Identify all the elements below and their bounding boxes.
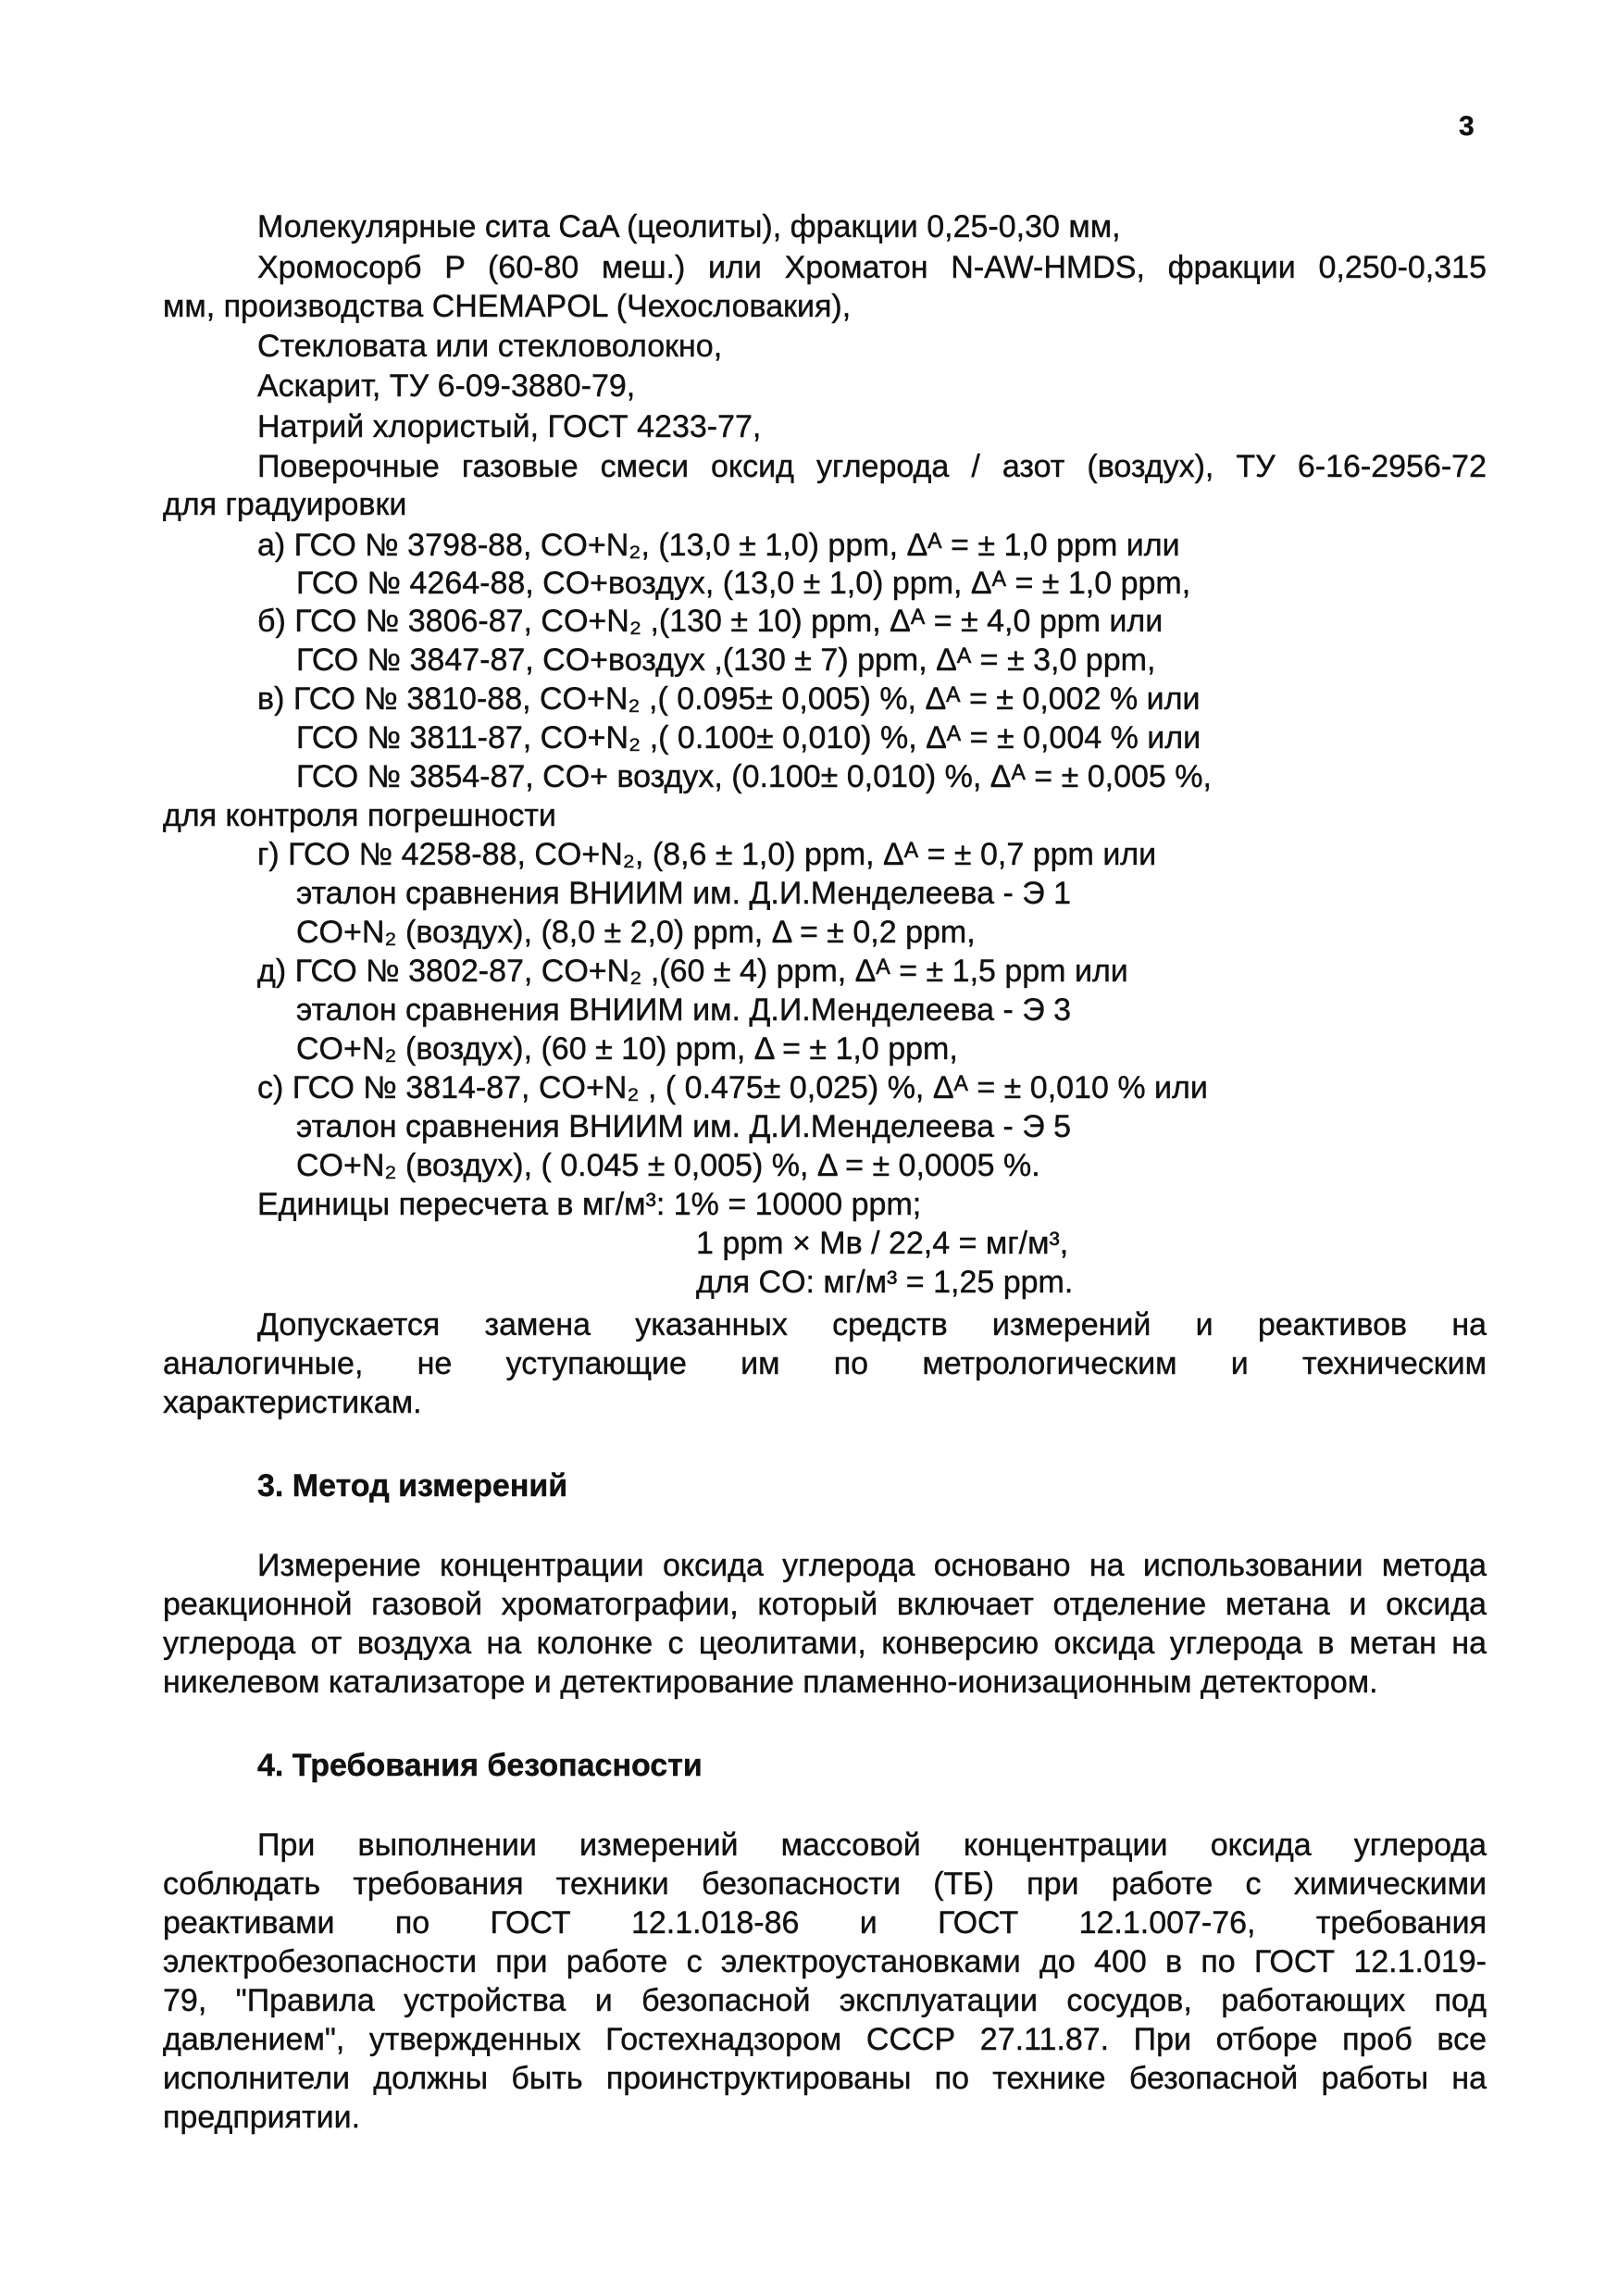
materials-chromosorb: Хромосорб P (60-80 меш.) или Хроматон N-AW-HMDS, фракции 0,250-0,315: [257, 250, 1487, 285]
calibration-item-a2: ГСО № 4264-88, CO+воздух, (13,0 ± 1,0) ppm, Δᴬ = ± 1,0 ppm,: [296, 566, 1191, 601]
section-3-line-1: Измерение концентрации оксида углерода основано на использовании метода: [257, 1548, 1487, 1583]
calibration-item-c1: в) ГСО № 3810-88, CO+N₂ ,( 0.095± 0,005) %, Δᴬ = ± 0,002 % или: [257, 681, 1201, 717]
control-item-g3: CO+N₂ (воздух), (8,0 ± 2,0) ppm, Δ = ± 0,2 ppm,: [296, 915, 976, 950]
units-line-3: для CO: мг/м³ = 1,25 ppm.: [696, 1265, 1074, 1300]
units-line-1: Единицы пересчета в мг/м³: 1% = 10000 ppm;: [257, 1187, 922, 1222]
materials-sieves: Молекулярные сита CaA (цеолиты), фракции 0,25-0,30 мм,: [257, 209, 1121, 244]
section-4-line-7: исполнители должны быть проинструктированы по технике безопасной работы на: [163, 2061, 1487, 2096]
page-number: 3: [1459, 111, 1475, 142]
control-item-g1: г) ГСО № 4258-88, CO+N₂, (8,6 ± 1,0) ppm, Δᴬ = ± 0,7 ppm или: [257, 837, 1157, 872]
control-item-s1: с) ГСО № 3814-87, CO+N₂ , ( 0.475± 0,025) %, Δᴬ = ± 0,010 % или: [257, 1070, 1208, 1105]
for-calibration-label: для градуировки: [163, 487, 407, 522]
materials-gas-mix: Поверочные газовые смеси оксид углерода / азот (воздух), ТУ 6-16-2956-72: [257, 449, 1487, 484]
section-4-line-4: электробезопасности при работе с электроустановками до 400 в по ГОСТ 12.1.019-: [163, 1944, 1487, 1979]
section-4-line-6: давлением", утвержденных Гостехнадзором СССР 27.11.87. При отборе проб все: [163, 2022, 1487, 2057]
for-error-control-label: для контроля погрешности: [163, 798, 556, 833]
section-3-line-2: реакционной газовой хроматографии, который включает отделение метана и оксида: [163, 1587, 1487, 1622]
section-3-line-4: никелевом катализаторе и детектирование пламенно-ионизационным детектором.: [163, 1665, 1378, 1700]
materials-ascarite: Аскарит, ТУ 6-09-3880-79,: [257, 368, 636, 404]
section-4-line-8: предприятии.: [163, 2100, 361, 2135]
calibration-item-b2: ГСО № 3847-87, CO+воздух ,(130 ± 7) ppm, Δᴬ = ± 3,0 ppm,: [296, 643, 1156, 678]
units-line-2: 1 ppm × Mв / 22,4 = мг/м³,: [696, 1226, 1069, 1261]
control-item-d1: д) ГСО № 3802-87, CO+N₂ ,(60 ± 4) ppm, Δᴬ = ± 1,5 ppm или: [257, 954, 1128, 989]
section-4-line-5: 79, "Правила устройства и безопасной эксплуатации сосудов, работающих под: [163, 1983, 1487, 2018]
control-item-d2: эталон сравнения ВНИИМ им. Д.И.Менделеева - Э 3: [296, 992, 1072, 1028]
section-4-line-2: соблюдать требования техники безопасности (ТБ) при работе с химическими: [163, 1866, 1487, 1902]
replacement-line-3: характеристикам.: [163, 1385, 422, 1420]
calibration-item-a1: а) ГСО № 3798-88, CO+N₂, (13,0 ± 1,0) ppm, Δᴬ = ± 1,0 ppm или: [257, 528, 1180, 563]
materials-glasswool: Стекловата или стекловолокно,: [257, 329, 723, 364]
control-item-d3: CO+N₂ (воздух), (60 ± 10) ppm, Δ = ± 1,0 ppm,: [296, 1031, 958, 1067]
materials-nacl: Натрий хлористый, ГОСТ 4233-77,: [257, 409, 762, 444]
materials-chromosorb-cont: мм, производства CHEMAPOL (Чехословакия),: [163, 289, 852, 324]
replacement-line-1: Допускается замена указанных средств измерений и реактивов на: [257, 1307, 1487, 1342]
control-item-s2: эталон сравнения ВНИИМ им. Д.И.Менделеева - Э 5: [296, 1109, 1072, 1144]
calibration-item-c3: ГСО № 3854-87, CO+ воздух, (0.100± 0,010) %, Δᴬ = ± 0,005 %,: [296, 759, 1212, 794]
section-4-heading: 4. Требования безопасности: [257, 1748, 703, 1783]
section-4-line-3: реактивами по ГОСТ 12.1.018-86 и ГОСТ 12.1.007-76, требования: [163, 1905, 1487, 1940]
section-4-line-1: При выполнении измерений массовой концентрации оксида углерода: [257, 1828, 1487, 1863]
section-3-line-3: углерода от воздуха на колонке с цеолитами, конверсию оксида углерода в метан на: [163, 1626, 1487, 1661]
calibration-item-c2: ГСО № 3811-87, CO+N₂ ,( 0.100± 0,010) %, Δᴬ = ± 0,004 % или: [296, 720, 1201, 755]
replacement-line-2: аналогичные, не уступающие им по метрологическим и техническим: [163, 1346, 1487, 1381]
control-item-g2: эталон сравнения ВНИИМ им. Д.И.Менделеева - Э 1: [296, 876, 1072, 911]
section-3-heading: 3. Метод измерений: [257, 1468, 568, 1504]
calibration-item-b1: б) ГСО № 3806-87, CO+N₂ ,(130 ± 10) ppm, Δᴬ = ± 4,0 ppm или: [257, 604, 1164, 639]
control-item-s3: CO+N₂ (воздух), ( 0.045 ± 0,005) %, Δ = ± 0,0005 %.: [296, 1148, 1040, 1183]
